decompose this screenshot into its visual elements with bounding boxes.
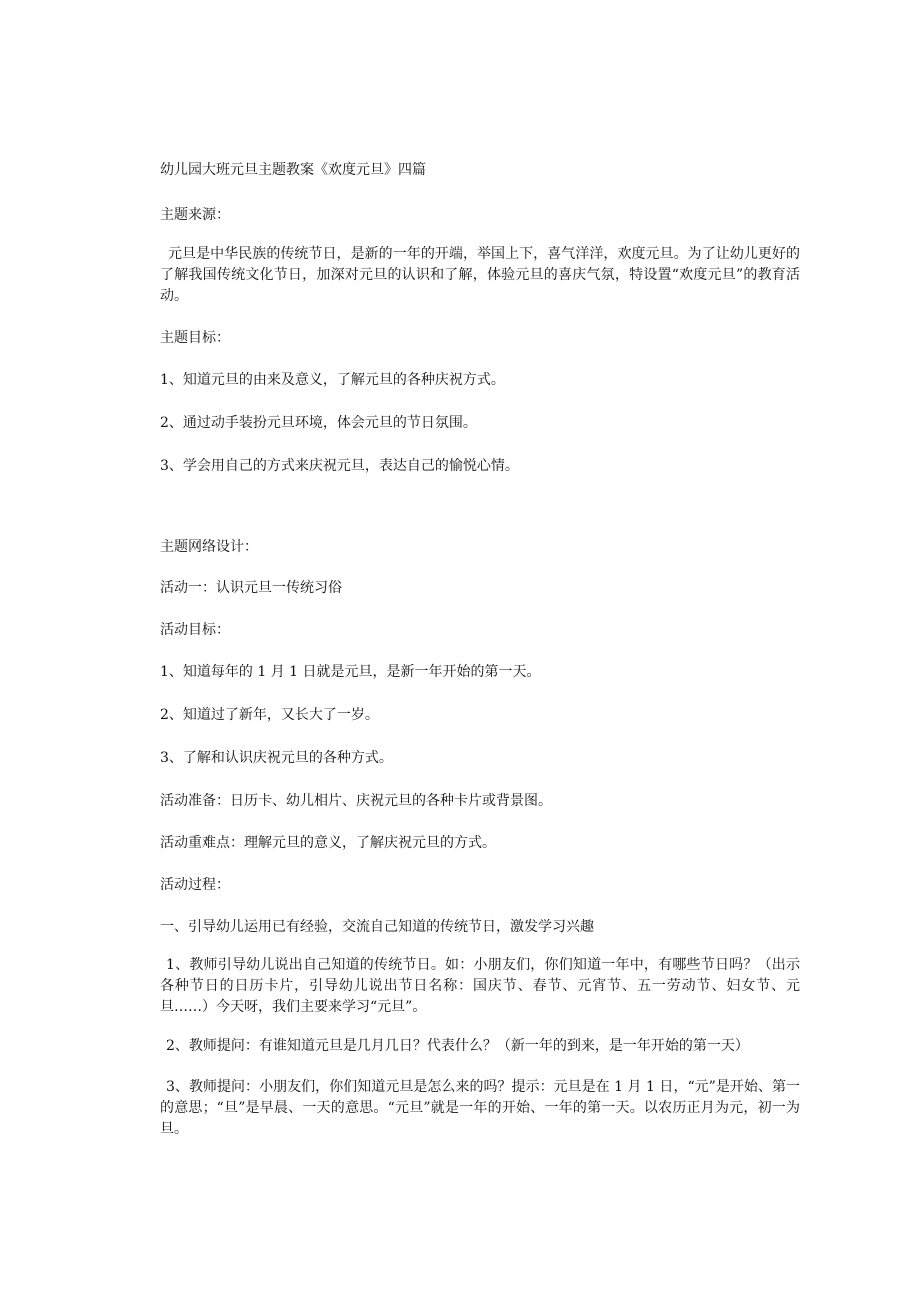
process-step-one-item-3: 3、教师提问：小朋友们，你们知道元旦是怎么来的吗？提示：元旦是在 1 月 1 日，“元”是开始、第一的意思；“旦”是早晨、一天的意思。“元旦”就是一年的开始、一年的第一天。以农历正月为元，初一为旦。 bbox=[160, 1079, 800, 1137]
process-step-one-item-1: 1、教师引导幼儿说出自己知道的传统节日。如：小朋友们，你们知道一年中，有哪些节日吗？（出示各种节日的日历卡片，引导幼儿说出节日名称：国庆节、春节、元宵节、五一劳动节、妇女节、元旦……）今天呀，我们主要来学习“元旦”。 bbox=[160, 957, 800, 1015]
goal-item-1: 1、知道元旦的由来及意义，了解元旦的各种庆祝方式。 bbox=[160, 372, 505, 388]
activity-goal-item-1: 1、知道每年的 1 月 1 日就是元旦，是新一年开始的第一天。 bbox=[160, 664, 541, 680]
goals-heading: 主题目标： bbox=[160, 330, 230, 346]
activity-one-title: 活动一：认识元旦一传统习俗 bbox=[160, 580, 342, 596]
source-heading: 主题来源： bbox=[160, 207, 230, 223]
goal-item-3: 3、学会用自己的方式来庆祝元旦，表达自己的愉悦心情。 bbox=[160, 458, 519, 474]
process-step-one-item-2: 2、教师提问：有谁知道元旦是几月几日？代表什么？（新一年的到来，是一年开始的第一天） bbox=[166, 1038, 749, 1054]
activity-preparation: 活动准备：日历卡、幼儿相片、庆祝元旦的各种卡片或背景图。 bbox=[160, 793, 552, 809]
activity-key-points: 活动重难点：理解元旦的意义，了解庆祝元旦的方式。 bbox=[160, 835, 496, 851]
process-heading: 活动过程： bbox=[160, 877, 230, 893]
document-title: 幼儿园大班元旦主题教案《欢度元旦》四篇 bbox=[160, 162, 426, 178]
goal-item-2: 2、通过动手装扮元旦环境，体会元旦的节日氛围。 bbox=[160, 415, 477, 431]
source-paragraph: 元旦是中华民族的传统节日，是新的一年的开端，举国上下，喜气洋洋，欢度元旦。为了让幼儿更好的了解我国传统文化节日，加深对元旦的认识和了解，体验元旦的喜庆气氛，特设置“欢度元旦”的教育活动。 bbox=[160, 246, 800, 304]
process-step-one: 一、引导幼儿运用已有经验，交流自己知道的传统节日，激发学习兴趣 bbox=[160, 919, 594, 935]
activity-goal-item-3: 3、了解和认识庆祝元旦的各种方式。 bbox=[160, 750, 393, 766]
activity-goals-heading: 活动目标： bbox=[160, 622, 230, 638]
activity-goal-item-2: 2、知道过了新年，又长大了一岁。 bbox=[160, 707, 379, 723]
network-heading: 主题网络设计： bbox=[160, 539, 258, 555]
